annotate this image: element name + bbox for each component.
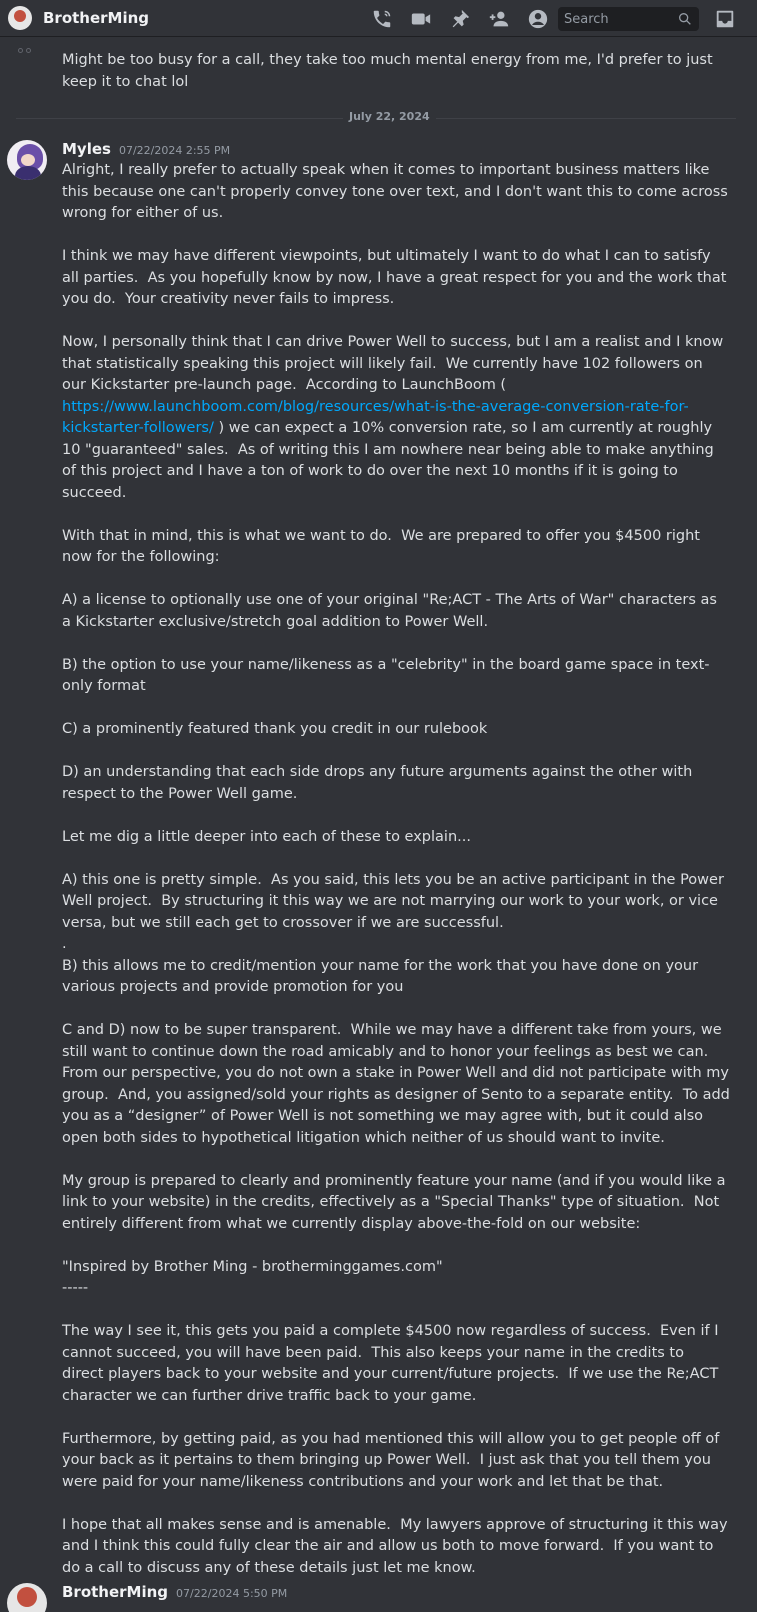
inbox-icon[interactable] [714,8,736,30]
message-header [62,140,230,158]
paragraph-14-rule: ----- [62,1280,89,1296]
paragraph-15: The way I see it, this gets you paid a complete $4500 now regardless of success. Even if I cannot succeed, you will have been paid. This also keeps your name in the credits to direct players back to your website and your current/future projects. If we use the Re;ACT character we can further drive traffic back to your game. [62,1323,724,1404]
paragraph-12: C and D) now to be super transparent. While we may have a different take from yours, we still want to continue down the road amicably and to honor your feelings as best we can. From our perspective, you do not own a stake in Power Well and did not participate with my group. And, you assigned/sold your rights as designer of Sento to a separate entity. To add you as a “designer” of Power Well is not something we may agree with, but it could also open both sides to hypothetical litigation which neither of us should want to invite. [62,1022,735,1146]
paragraph-17: I hope that all makes sense and is amenable. My lawyers approve of structuring it this way and I think this could fully clear the air and allow us both to move forward. If you want to do a call to discuss any of these details just let me know. [62,1516,733,1576]
paragraph-10: A) this one is pretty simple. As you said, this lets you be an active participant in the Power Well project. By structuring it this way we are not marrying our work to your work, or vice versa, but we still each get to crossover if we are successful. [62,871,729,931]
message-body [62,160,735,1579]
header-toolbar [370,0,565,37]
paragraph-14: "Inspired by Brother Ming - brotherminggames.com" [62,1258,443,1275]
paragraph-5: A) a license to optionally use one of your original "Re;ACT - The Arts of War" characters as a Kickstarter exclusive/stretch goal addition to Power Well. [62,592,722,630]
paragraph-9: Let me dig a little deeper into each of these to explain... [62,828,471,845]
paragraph-10-dot: . [62,936,67,952]
search-box[interactable] [558,7,699,31]
search-icon [677,11,693,27]
paragraph-13: My group is prepared to clearly and prominently feature your name (and if you would like a link to your website) in the credits, effectively as a "Special Thanks" type of situation. Not entirely different from what we currently display above-the-fold on our website: [62,1172,731,1232]
launchboom-link[interactable]: https://www.launchboom.com/blog/resources/what-is-the-average-conversion-rate-for-kickstarter-followers/ [62,398,689,436]
paragraph-2: I think we may have different viewpoints, but ultimately I want to do what I can to satisfy all parties. As you hopefully know by now, I have a great respect for you and the work that you do. Your creativity never fails to impress. [62,248,732,307]
paragraph-7: C) a prominently featured thank you credit in our rulebook [62,721,488,737]
next-message-timestamp: 07/22/2024 5:50 PM [176,1587,288,1600]
message-timestamp: 07/22/2024 2:55 PM [118,144,231,157]
next-author-name[interactable]: BrotherMing [62,1583,169,1601]
date-divider-label: July 22, 2024 [343,110,436,123]
dm-avatar[interactable] [8,6,32,30]
paragraph-6: B) the option to use your name/likeness as a "celebrity" in the board game space in text-only format [62,656,710,694]
cropped-reaction-icon [18,38,40,46]
pin-icon[interactable] [448,7,472,31]
next-author-avatar[interactable] [7,1583,47,1612]
paragraph-3-text-a: Now, I personally think that I can drive Power Well to success, but I am a realist and I know that statistically speaking this project will likely fail. We currently have 102 followers on our Kickstarter pre-launch page. According to LaunchBoom ( [62,334,728,393]
channel-title: BrotherMing [43,9,150,27]
search-input[interactable] [564,12,674,27]
add-member-icon[interactable] [487,7,511,31]
author-avatar[interactable] [7,140,47,180]
video-camera-icon[interactable] [409,7,433,31]
next-message-header [62,1583,287,1601]
paragraph-3-text-b: ) we can expect a 10% conversion rate, so I am currently at roughly 10 "guaranteed" sales. As of writing this I am nowhere near being able to make anything of this project and I have a ton of work to do over the next 10 months if it is going to succeed. [62,420,719,501]
author-name[interactable]: Myles [62,140,111,158]
paragraph-11: B) this allows me to credit/mention your name for the work that you have done on your various projects and provide promotion for you [62,957,703,995]
paragraph-16: Furthermore, by getting paid, as you had mentioned this will allow you to get people off of your back as it pertains to them bringing up Power Well. I just ask that you tell them you were paid for your name/likeness contributions and your work and let that be that. [62,1430,724,1490]
channel-header [0,0,757,37]
user-profile-icon[interactable] [526,7,550,31]
phone-call-icon[interactable] [370,7,394,31]
paragraph-4: With that in mind, this is what we want to do. We are prepared to offer you $4500 right now for the following: [62,527,705,565]
paragraph-8: D) an understanding that each side drops any future arguments against the other with respect to the Power Well game. [62,764,697,802]
paragraph-3 [62,334,728,501]
previous-message-text: Might be too busy for a call, they take too much mental energy from me, I'd prefer to just keep it to chat lol [62,52,718,90]
message-list[interactable] [0,38,757,1612]
paragraph-1: Alright, I really prefer to actually speak when it comes to important business matters like this because one can't properly convey tone over text, and I don't want this to come across wrong for either of us. [62,162,733,221]
